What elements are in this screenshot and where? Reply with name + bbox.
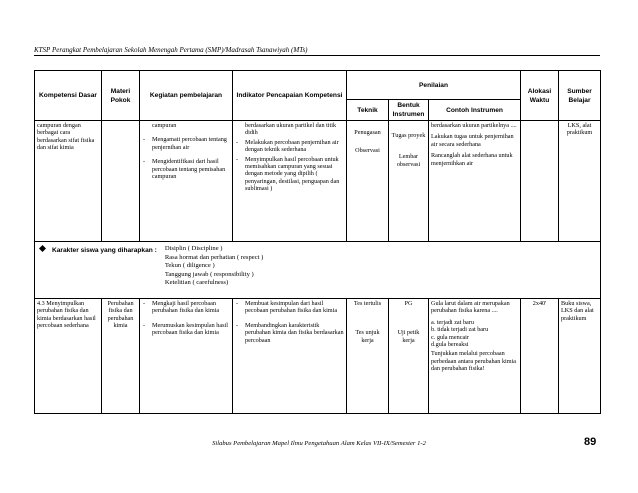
row2-contoh <box>429 299 521 414</box>
contoh-option: c. gula mencair <box>431 333 469 341</box>
karakter-label: Karakter siswa yang diharapkan : <box>52 247 157 254</box>
row1-sumber: LKS, alat praktikum <box>559 121 601 242</box>
indikator-item: - Membuat kesimpulan dari hasil pecobaan perubahan fisika dan kimia <box>235 300 344 315</box>
col-bentuk: Bentuk Instrumen <box>389 100 429 121</box>
col-indikator: Indikator Pencapaian Kompetensi <box>233 71 347 121</box>
indikator-item: berdasarkan ukuran partikel dan titik didih <box>245 122 337 137</box>
row1-materi <box>102 121 140 242</box>
bentuk-item: Uji petik kerja <box>397 329 420 344</box>
row2-bentuk <box>389 299 429 414</box>
karakter-item: Tanggung jawab ( responsibility ) <box>164 270 254 278</box>
indikator-item: - Menyimpulkan hasil percobaan untuk memisahkan campuran yang sesuai dengan metode yang dipilih ( penyaringan, destilasi, penguapan dan sublimasi ) <box>235 156 344 193</box>
bentuk-item: Lembar observasi <box>396 153 421 168</box>
karakter-values <box>165 245 264 288</box>
teknik-item: Tes tertulis <box>353 300 382 307</box>
contoh-item: Lakukan tugas untuk penjernihan air secara sederhana <box>431 133 514 148</box>
karakter-item: Tekun ( diligence ) <box>164 262 215 270</box>
footer-text: Silabus Pembelajaran Mapel Ilmu Pengetahuan Alam Kelas VII-IX/Semester 1-2 <box>212 440 426 447</box>
page-number: 89 <box>584 436 597 448</box>
teknik-item: Penugasan <box>354 129 381 136</box>
kegiatan-item: - Merumuskan kesimpulan hasil percobaan fisika dan kimia <box>142 322 230 337</box>
teknik-item: Tes unjuk kerja <box>355 329 380 344</box>
contoh-item: berdasarkan ukuran partikelnya .... <box>431 122 517 129</box>
row1-indikator <box>233 121 347 242</box>
col-kompetensi-dasar: Kompetensi Dasar <box>35 71 102 121</box>
col-sumber: Sumber Belajar <box>559 71 601 121</box>
row1-kd: campuran dengan berbagai cara berdasarkan sifat fisika dan sifat kimia <box>35 121 102 242</box>
kegiatan-item: - Mengamati percobaan tentang penjernihan air <box>142 136 230 151</box>
row2-sumber: Buku siswa, LKS dan alat praktikum <box>559 299 601 414</box>
syllabus-table <box>34 70 601 414</box>
row1-kegiatan <box>140 121 233 242</box>
kegiatan-item: campuran <box>152 122 177 129</box>
kegiatan-item: - Mengidentifikasi dari hasil percobaan tentang pemisahan campuran <box>142 158 230 180</box>
karakter-row <box>35 242 601 299</box>
teknik-item: Observasi <box>355 147 380 155</box>
diamond-bullet-icon <box>39 245 46 256</box>
header-row <box>35 71 601 100</box>
karakter-item: Ketelitian ( carefulness) <box>164 279 229 287</box>
karakter-item: Rasa hormat dan perhatian ( respect ) <box>164 253 264 261</box>
bentuk-item: PG <box>404 300 413 307</box>
col-alokasi: Alokasi Waktu <box>521 71 559 121</box>
contoh-option: d.gula bereaksi <box>431 341 469 349</box>
bentuk-item: Tugas proyek <box>391 132 426 139</box>
contoh-item: Tunjukkan melalui percobaan perbedaan antara perubahan kimia dan perubahan fisika! <box>431 350 517 373</box>
kegiatan-item: - Mengkaji hasil percobaan perubahan fisika dan kimia <box>142 300 230 315</box>
row2-indikator <box>233 299 347 414</box>
contoh-item: Rancanglah alat sederhana untuk menjernihkan air <box>431 152 513 167</box>
row2-alokasi: 2x40' <box>521 299 559 414</box>
contoh-option: b. tidak terjadi zat baru <box>431 326 489 334</box>
contoh-item: Gula larut dalam air merupakan perubahan fisika karena .... <box>431 300 510 315</box>
row1-alokasi <box>521 121 559 242</box>
row2-teknik <box>347 299 389 414</box>
row1-contoh <box>429 121 521 242</box>
col-materi-pokok: Materi Pokok <box>102 71 140 121</box>
col-teknik: Teknik <box>347 100 389 121</box>
col-contoh: Contoh Instrumen <box>429 100 521 121</box>
row2-materi: Perubahan fisika dan perubahan kimia <box>102 299 140 414</box>
karakter-item: Disiplin ( Discipline ) <box>164 245 223 252</box>
col-penilaian: Penilaian <box>347 71 521 100</box>
row1-teknik <box>347 121 389 242</box>
karakter-cell <box>35 242 601 299</box>
contoh-option: a. terjadi zat baru <box>431 318 474 326</box>
indikator-item: - Membandingkan karakteristik perubahan kimia dan fisika berdasarkan percobaan <box>235 322 344 344</box>
row1-bentuk <box>389 121 429 242</box>
table-row <box>35 299 601 414</box>
document-header: KTSP Perangkat Pembelajaran Sekolah Menengah Pertama (SMP)/Madrasah Tsanawiyah (MTs) <box>34 46 308 54</box>
table-row <box>35 121 601 242</box>
header-rule <box>34 55 600 56</box>
row2-kd: 4.3 Menyimpulkan perubahan fisika dan kimia berdasarkan hasil percobaan sederhana <box>35 299 102 414</box>
indikator-item: - Melakukan percobaan penjernihan air dengan teknik sederhana <box>235 139 344 154</box>
row2-kegiatan <box>140 299 233 414</box>
col-kegiatan: Kegiatan pembelajaran <box>140 71 233 121</box>
